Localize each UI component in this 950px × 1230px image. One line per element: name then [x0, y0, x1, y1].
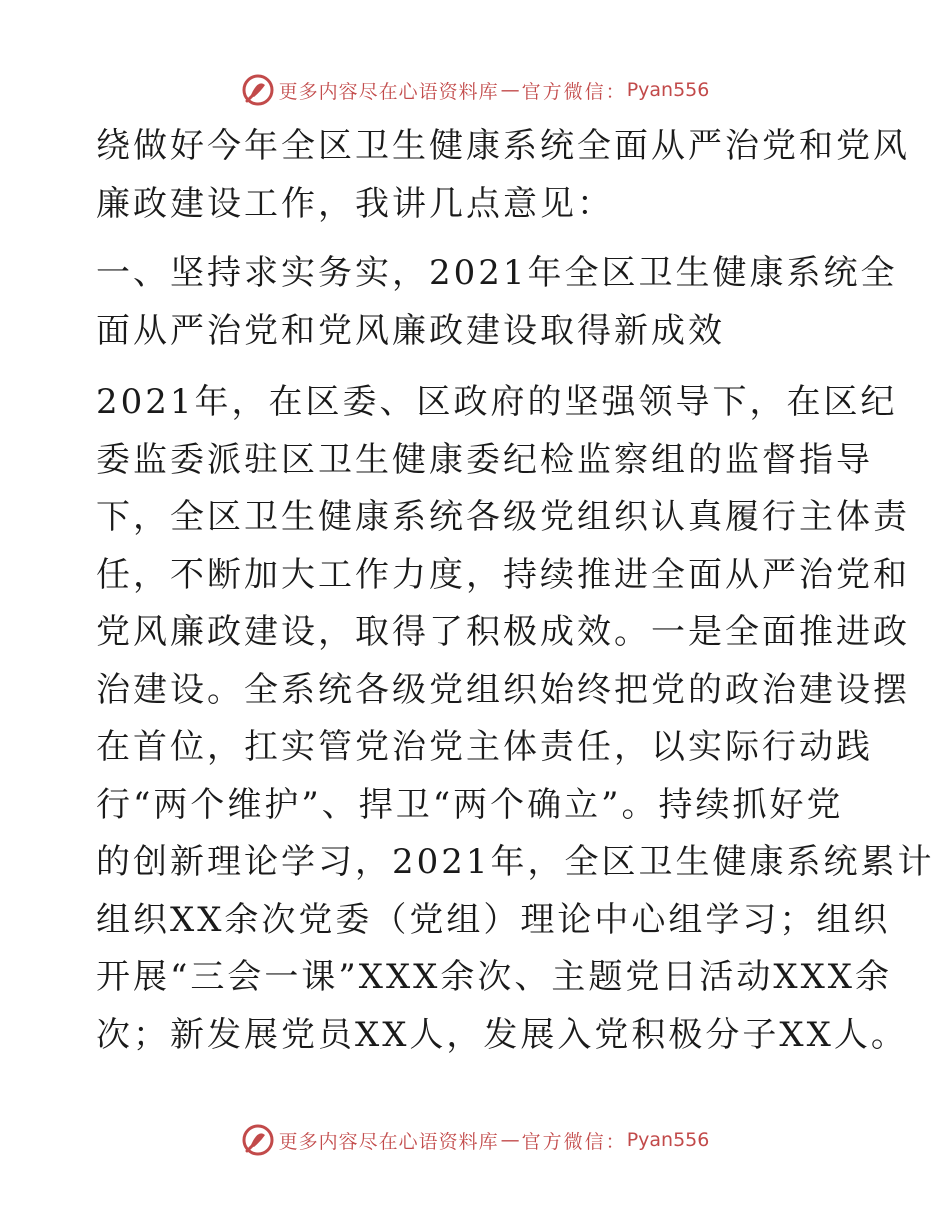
watermark-dash: —: [500, 1129, 520, 1151]
text-line: 一、坚持求实务实，2021年全区卫生健康系统全: [96, 253, 898, 293]
text-line: 次；新发展党员XX人，发展入党积极分子XX人。: [96, 1014, 908, 1055]
text-line: 绕做好今年全区卫生健康系统全面从严治党和党风: [96, 126, 910, 166]
paragraph-intro: [96, 118, 910, 233]
text-line: 面从严治党和党风廉政建设取得新成效: [96, 310, 725, 351]
text-line: 行“两个维护”、捍卫“两个确立”。持续抓好党: [96, 784, 844, 825]
watermark-brand: 更多内容尽在心语资料库: [278, 80, 499, 103]
text-line: 廉政建设工作，我讲几点意见：: [96, 183, 614, 224]
watermark-dash: —: [500, 79, 520, 101]
text-line: 党风廉政建设，取得了积极成效。一是全面推进政: [96, 612, 910, 652]
watermark-wechat-id: Pyan556: [626, 79, 710, 101]
text-line: 的创新理论学习，2021年，全区卫生健康系统累计: [96, 842, 935, 882]
text-line: 组织XX余次党委（党组）理论中心组学习；组织: [96, 899, 891, 940]
watermark-brand: 更多内容尽在心语资料库: [278, 1130, 499, 1153]
text-line: 下，全区卫生健康系统各级党组织认真履行主体责: [96, 497, 910, 537]
document-body: [96, 118, 935, 1064]
watermark-header: [0, 70, 950, 110]
watermark-footer: [0, 1120, 950, 1160]
text-line: 2021年，在区委、区政府的坚强领导下，在区纪: [96, 382, 898, 422]
watermark-label: 官方微信：: [521, 80, 627, 103]
text-line: 委监委派驻区卫生健康委纪检监察组的监督指导: [96, 439, 873, 480]
text-line: 任，不断加大工作力度，持续推进全面从严治党和: [96, 554, 910, 595]
watermark-wechat-id: Pyan556: [626, 1129, 710, 1151]
section-heading: [96, 245, 898, 360]
paragraph-body: [96, 374, 935, 1064]
text-line: 在首位，扛实管党治党主体责任，以实际行动践: [96, 727, 873, 767]
text-line: 开展“三会一课”XXX余次、主题党日活动XXX余: [96, 957, 892, 997]
text-line: 治建设。全系统各级党组织始终把党的政治建设摆: [96, 669, 910, 710]
watermark-label: 官方微信：: [521, 1130, 627, 1153]
brand-logo-icon: [241, 73, 275, 107]
brand-logo-icon: [241, 1123, 275, 1157]
